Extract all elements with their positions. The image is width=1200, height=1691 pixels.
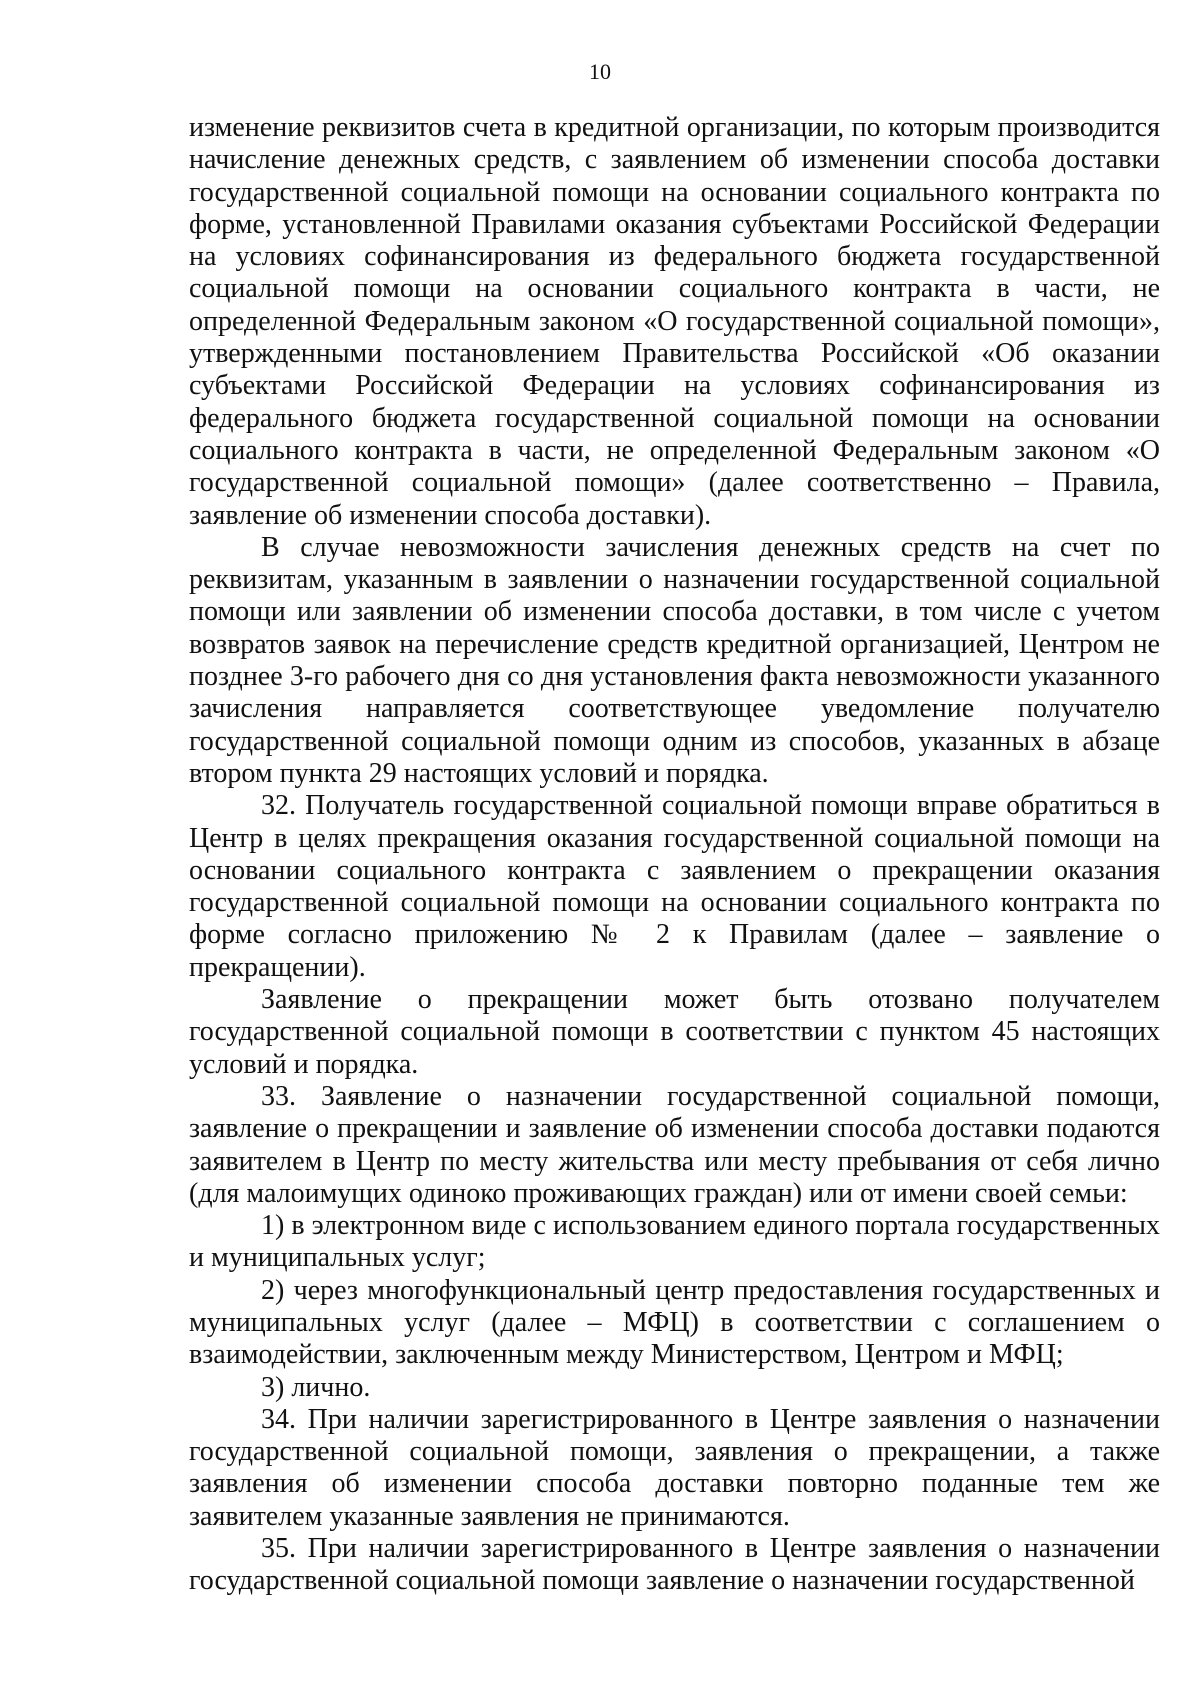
paragraph-7: 2) через многофункциональный центр предоставления государственных и муниципальных услуг (далее – МФЦ) в соответствии с соглашением о взаимодействии, заключенным между Министерством, Центром и МФЦ; <box>189 1274 1160 1371</box>
paragraph-1: изменение реквизитов счета в кредитной организации, по которым производится начисление денежных средств, с заявлением об изменении способа доставки государственной социальной помощи на основании социального контракта по форме, установленной Правилами оказания субъектами Российской Федерации на условиях софинансирования из федерального бюджета государственной социальной помощи на основании социального контракта в части, не определенной Федеральным законом «О государственной социальной помощи», утвержденными постановлением Правительства Российской «Об оказании субъектами Российской Федерации на условиях софинансирования из федерального бюджета государственной социальной помощи на основании социального контракта в части, не определенной Федеральным законом «О государственной социальной помощи» (далее соответственно – Правила, заявление об изменении способа доставки). <box>189 112 1160 531</box>
paragraph-5: 33. Заявление о назначении государственной социальной помощи, заявление о прекращении и заявление об изменении способа доставки подаются заявителем в Центр по месту жительства или месту пребывания от себя лично (для малоимущих одиноко проживающих граждан) или от имени своей семьи: <box>189 1080 1160 1209</box>
paragraph-2: В случае невозможности зачисления денежных средств на счет по реквизитам, указанным в заявлении о назначении государственной социальной помощи или заявлении об изменении способа доставки, в том числе с учетом возвратов заявок на перечисление средств кредитной организацией, Центром не позднее 3-го рабочего дня со дня установления факта невозможности указанного зачисления направляется соответствующее уведомление получателю государственной социальной помощи одним из способов, указанных в абзаце втором пункта 29 настоящих условий и порядка. <box>189 531 1160 789</box>
paragraph-6: 1) в электронном виде с использованием единого портала государственных и муниципальных услуг; <box>189 1210 1160 1274</box>
page-number: 10 <box>589 59 611 84</box>
paragraph-8: 3) лично. <box>261 1371 371 1403</box>
document-body <box>189 112 1160 1598</box>
paragraph-9: 34. При наличии зарегистрированного в Центре заявления о назначении государственной социальной помощи, заявления о прекращении, а также заявления об изменении способа доставки повторно поданные тем же заявителем указанные заявления не принимаются. <box>189 1403 1160 1532</box>
paragraph-3: 32. Получатель государственной социальной помощи вправе обратиться в Центр в целях прекращения оказания государственной социальной помощи на основании социального контракта с заявлением о прекращении оказания государственной социальной помощи на основании социального контракта по форме согласно приложению № 2 к Правилам (далее – заявление о прекращении). <box>189 790 1160 983</box>
paragraph-4: Заявление о прекращении может быть отозвано получателем государственной социальной помощи в соответствии с пунктом 45 настоящих условий и порядка. <box>189 984 1160 1080</box>
paragraph-10: 35. При наличии зарегистрированного в Центре заявления о назначении государственной социальной помощи заявление о назначении государственной <box>189 1533 1160 1597</box>
